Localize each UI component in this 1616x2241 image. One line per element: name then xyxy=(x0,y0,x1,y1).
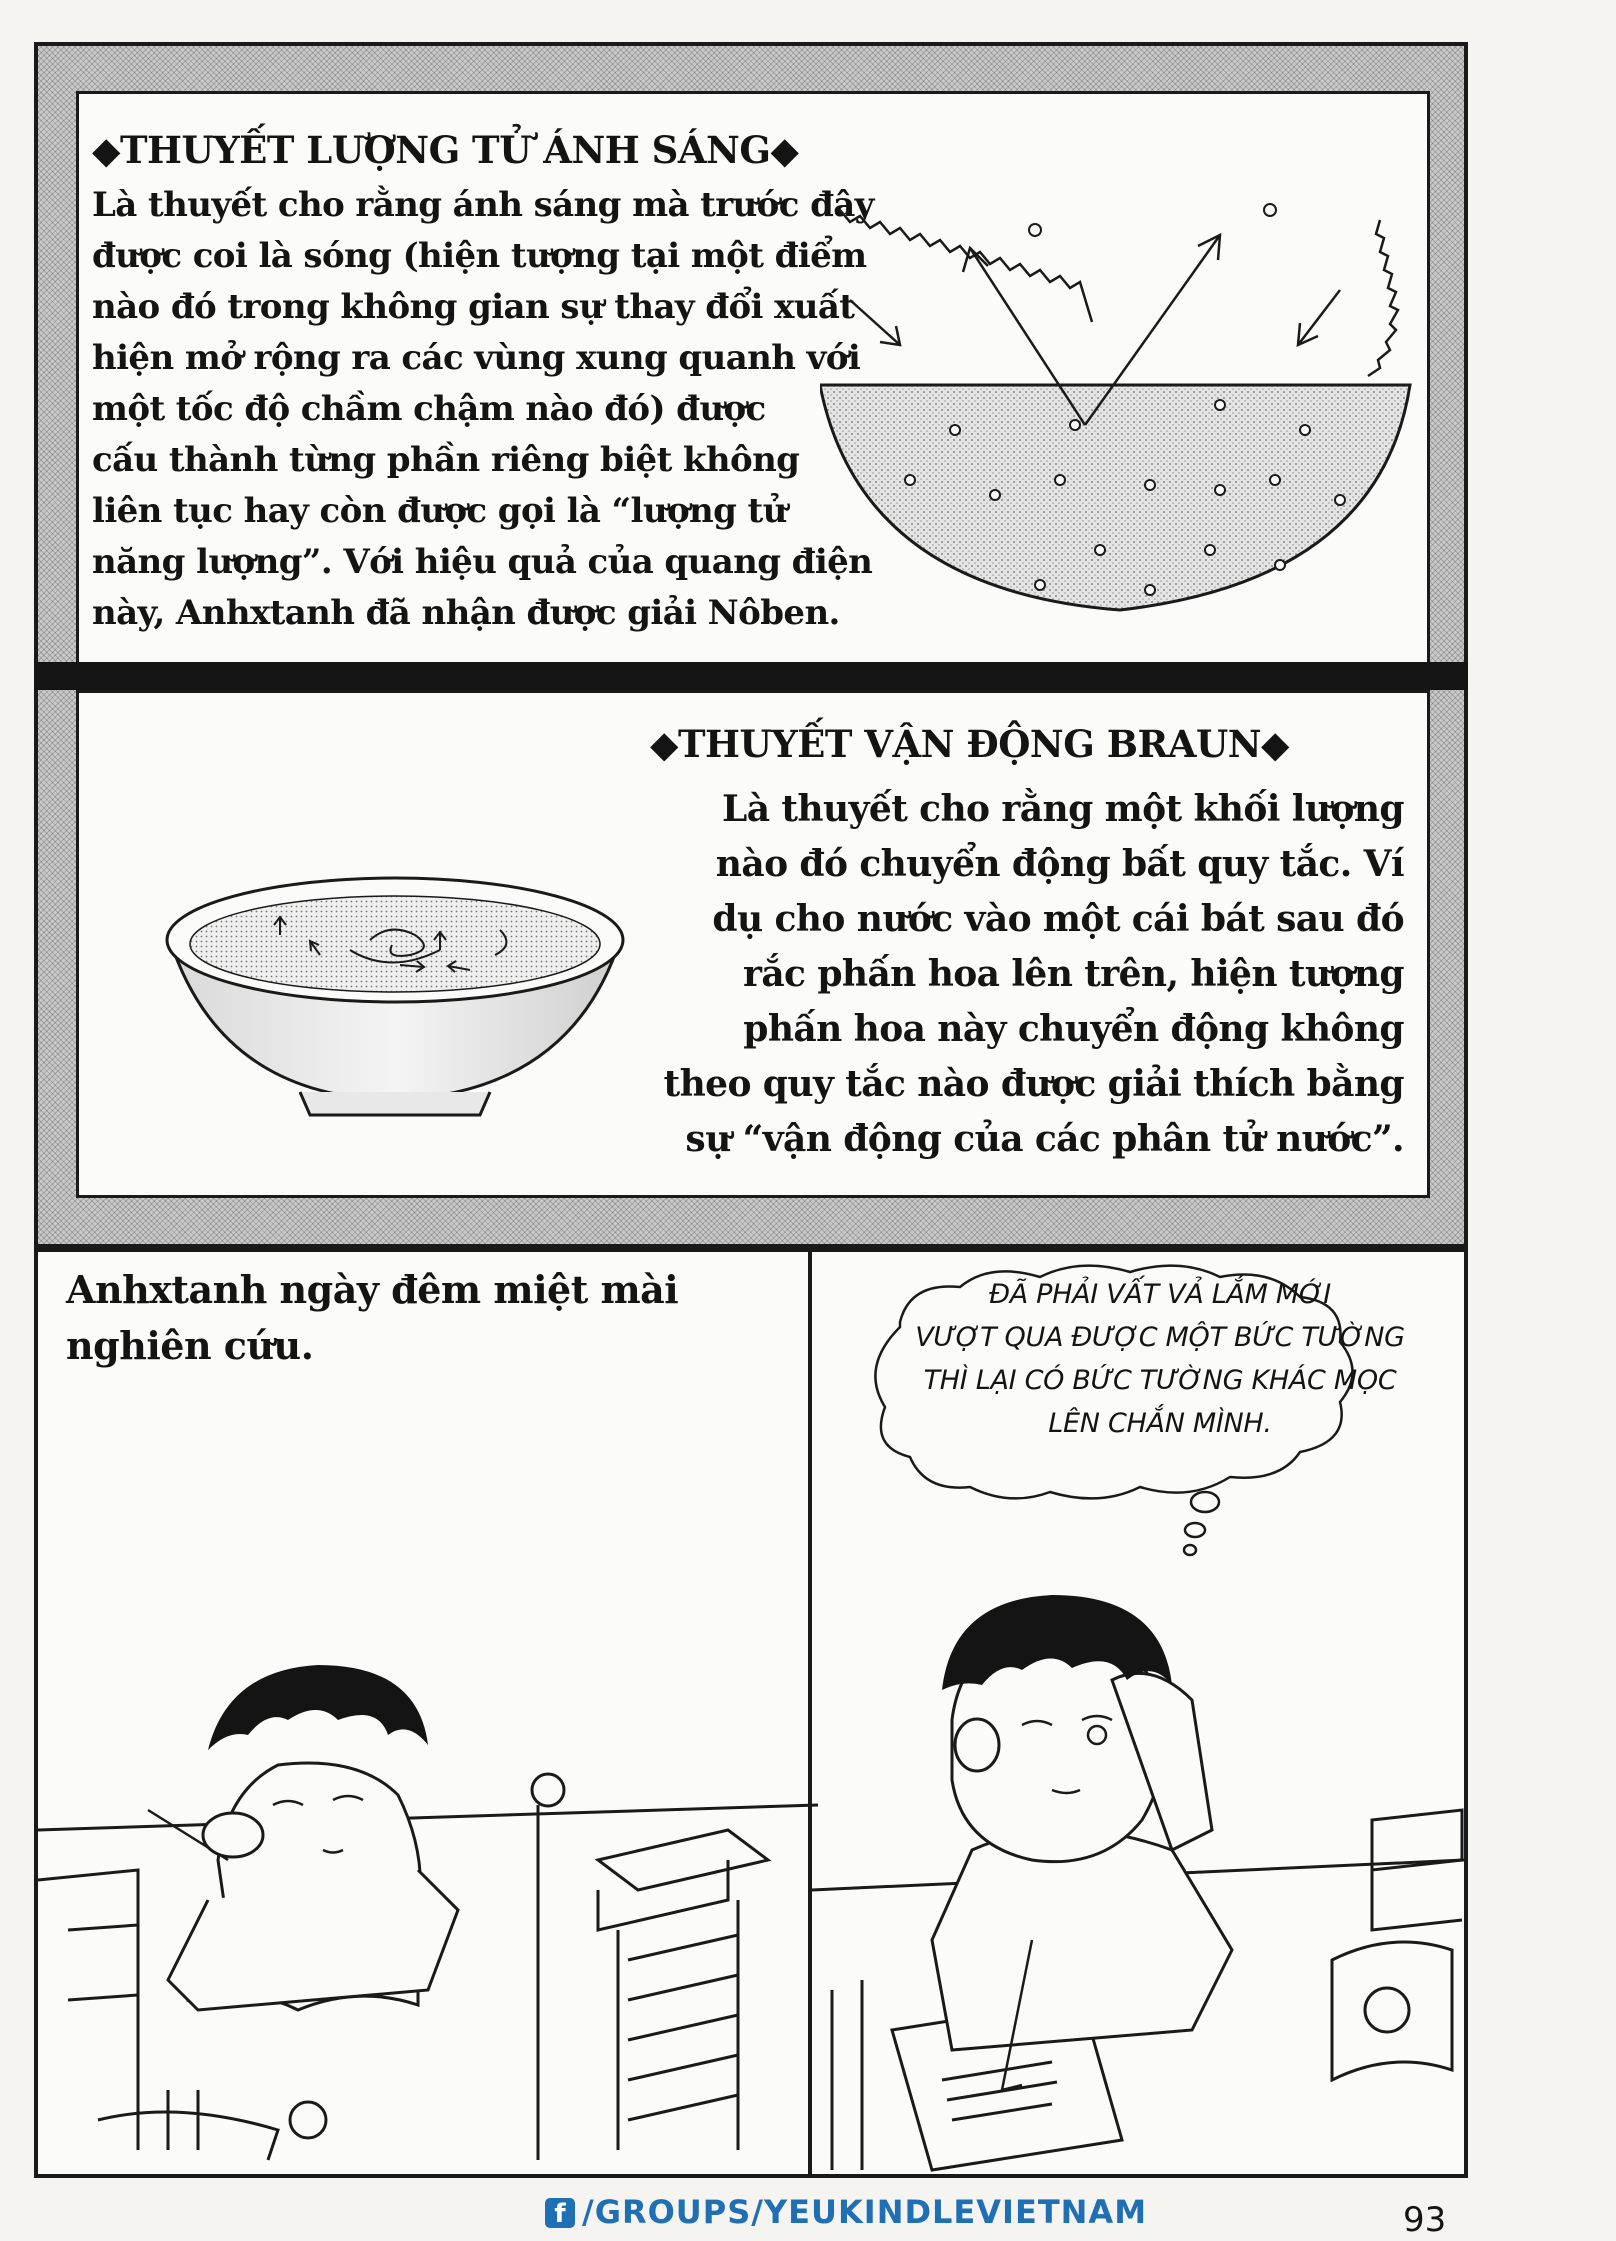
caption-line: nghiên cứu. xyxy=(66,1323,314,1368)
text-line: theo quy tắc nào được giải thích bằng xyxy=(663,1063,1404,1105)
studying-scene-illustration xyxy=(38,1600,818,2174)
text-line: dụ cho nước vào một cái bát sau đó xyxy=(712,898,1404,940)
thought-bubble-text xyxy=(900,1273,1420,1445)
text-line: rắc phấn hoa lên trên, hiện tượng xyxy=(742,953,1404,995)
bubble-line: THÌ LẠI CÓ BỨC TƯỜNG KHÁC MỌC xyxy=(923,1365,1397,1396)
brownian-body xyxy=(664,782,1404,1167)
page-number: 93 xyxy=(1403,2200,1447,2240)
text-line: một tốc độ chầm chậm nào đó) được xyxy=(92,389,766,429)
bowl-illustration xyxy=(150,860,650,1120)
divider-bar xyxy=(34,662,1468,690)
bubble-line: LÊN CHẮN MÌNH. xyxy=(1048,1408,1272,1439)
photoelectric-illustration xyxy=(820,180,1420,640)
bubble-line: VƯỢT QUA ĐƯỢC MỘT BỨC TƯỜNG xyxy=(915,1322,1405,1353)
group-link[interactable]: /GROUPS/YEUKINDLEVIETNAM xyxy=(582,2193,1148,2231)
brownian-heading: ◆THUYẾT VẬN ĐỘNG BRAUN◆ xyxy=(650,722,1289,766)
text-line: sự “vận động của các phân tử nước”. xyxy=(685,1118,1404,1160)
text-line: Là thuyết cho rằng ánh sáng mà trước đây xyxy=(92,185,874,225)
text-line: nào đó trong không gian sự thay đổi xuất xyxy=(92,287,855,327)
text-line: Là thuyết cho rằng một khối lượng xyxy=(722,788,1404,830)
facebook-icon: f xyxy=(545,2198,575,2228)
text-line: phấn hoa này chuyển động không xyxy=(743,1008,1404,1050)
text-line: hiện mở rộng ra các vùng xung quanh với xyxy=(92,338,861,378)
text-line: cấu thành từng phần riêng biệt không xyxy=(92,440,800,480)
quantum-body xyxy=(92,180,874,639)
thinking-scene-illustration xyxy=(812,1560,1464,2174)
quantum-heading: ◆THUYẾT LƯỢNG TỬ ÁNH SÁNG◆ xyxy=(92,128,799,172)
text-line: nào đó chuyển động bất quy tắc. Ví xyxy=(715,843,1404,885)
text-line: này, Anhxtanh đã nhận được giải Nôben. xyxy=(92,593,840,633)
text-line: được coi là sóng (hiện tượng tại một điểm xyxy=(92,236,867,276)
caption-line: Anhxtanh ngày đêm miệt mài xyxy=(66,1267,679,1312)
bubble-line: ĐÃ PHẢI VẤT VẢ LẮM MỚI xyxy=(989,1279,1331,1310)
text-line: liên tục hay còn được gọi là “lượng tử xyxy=(92,491,787,531)
text-line: năng lượng”. Với hiệu quả của quang điện xyxy=(92,542,873,582)
narration-caption xyxy=(66,1262,678,1374)
